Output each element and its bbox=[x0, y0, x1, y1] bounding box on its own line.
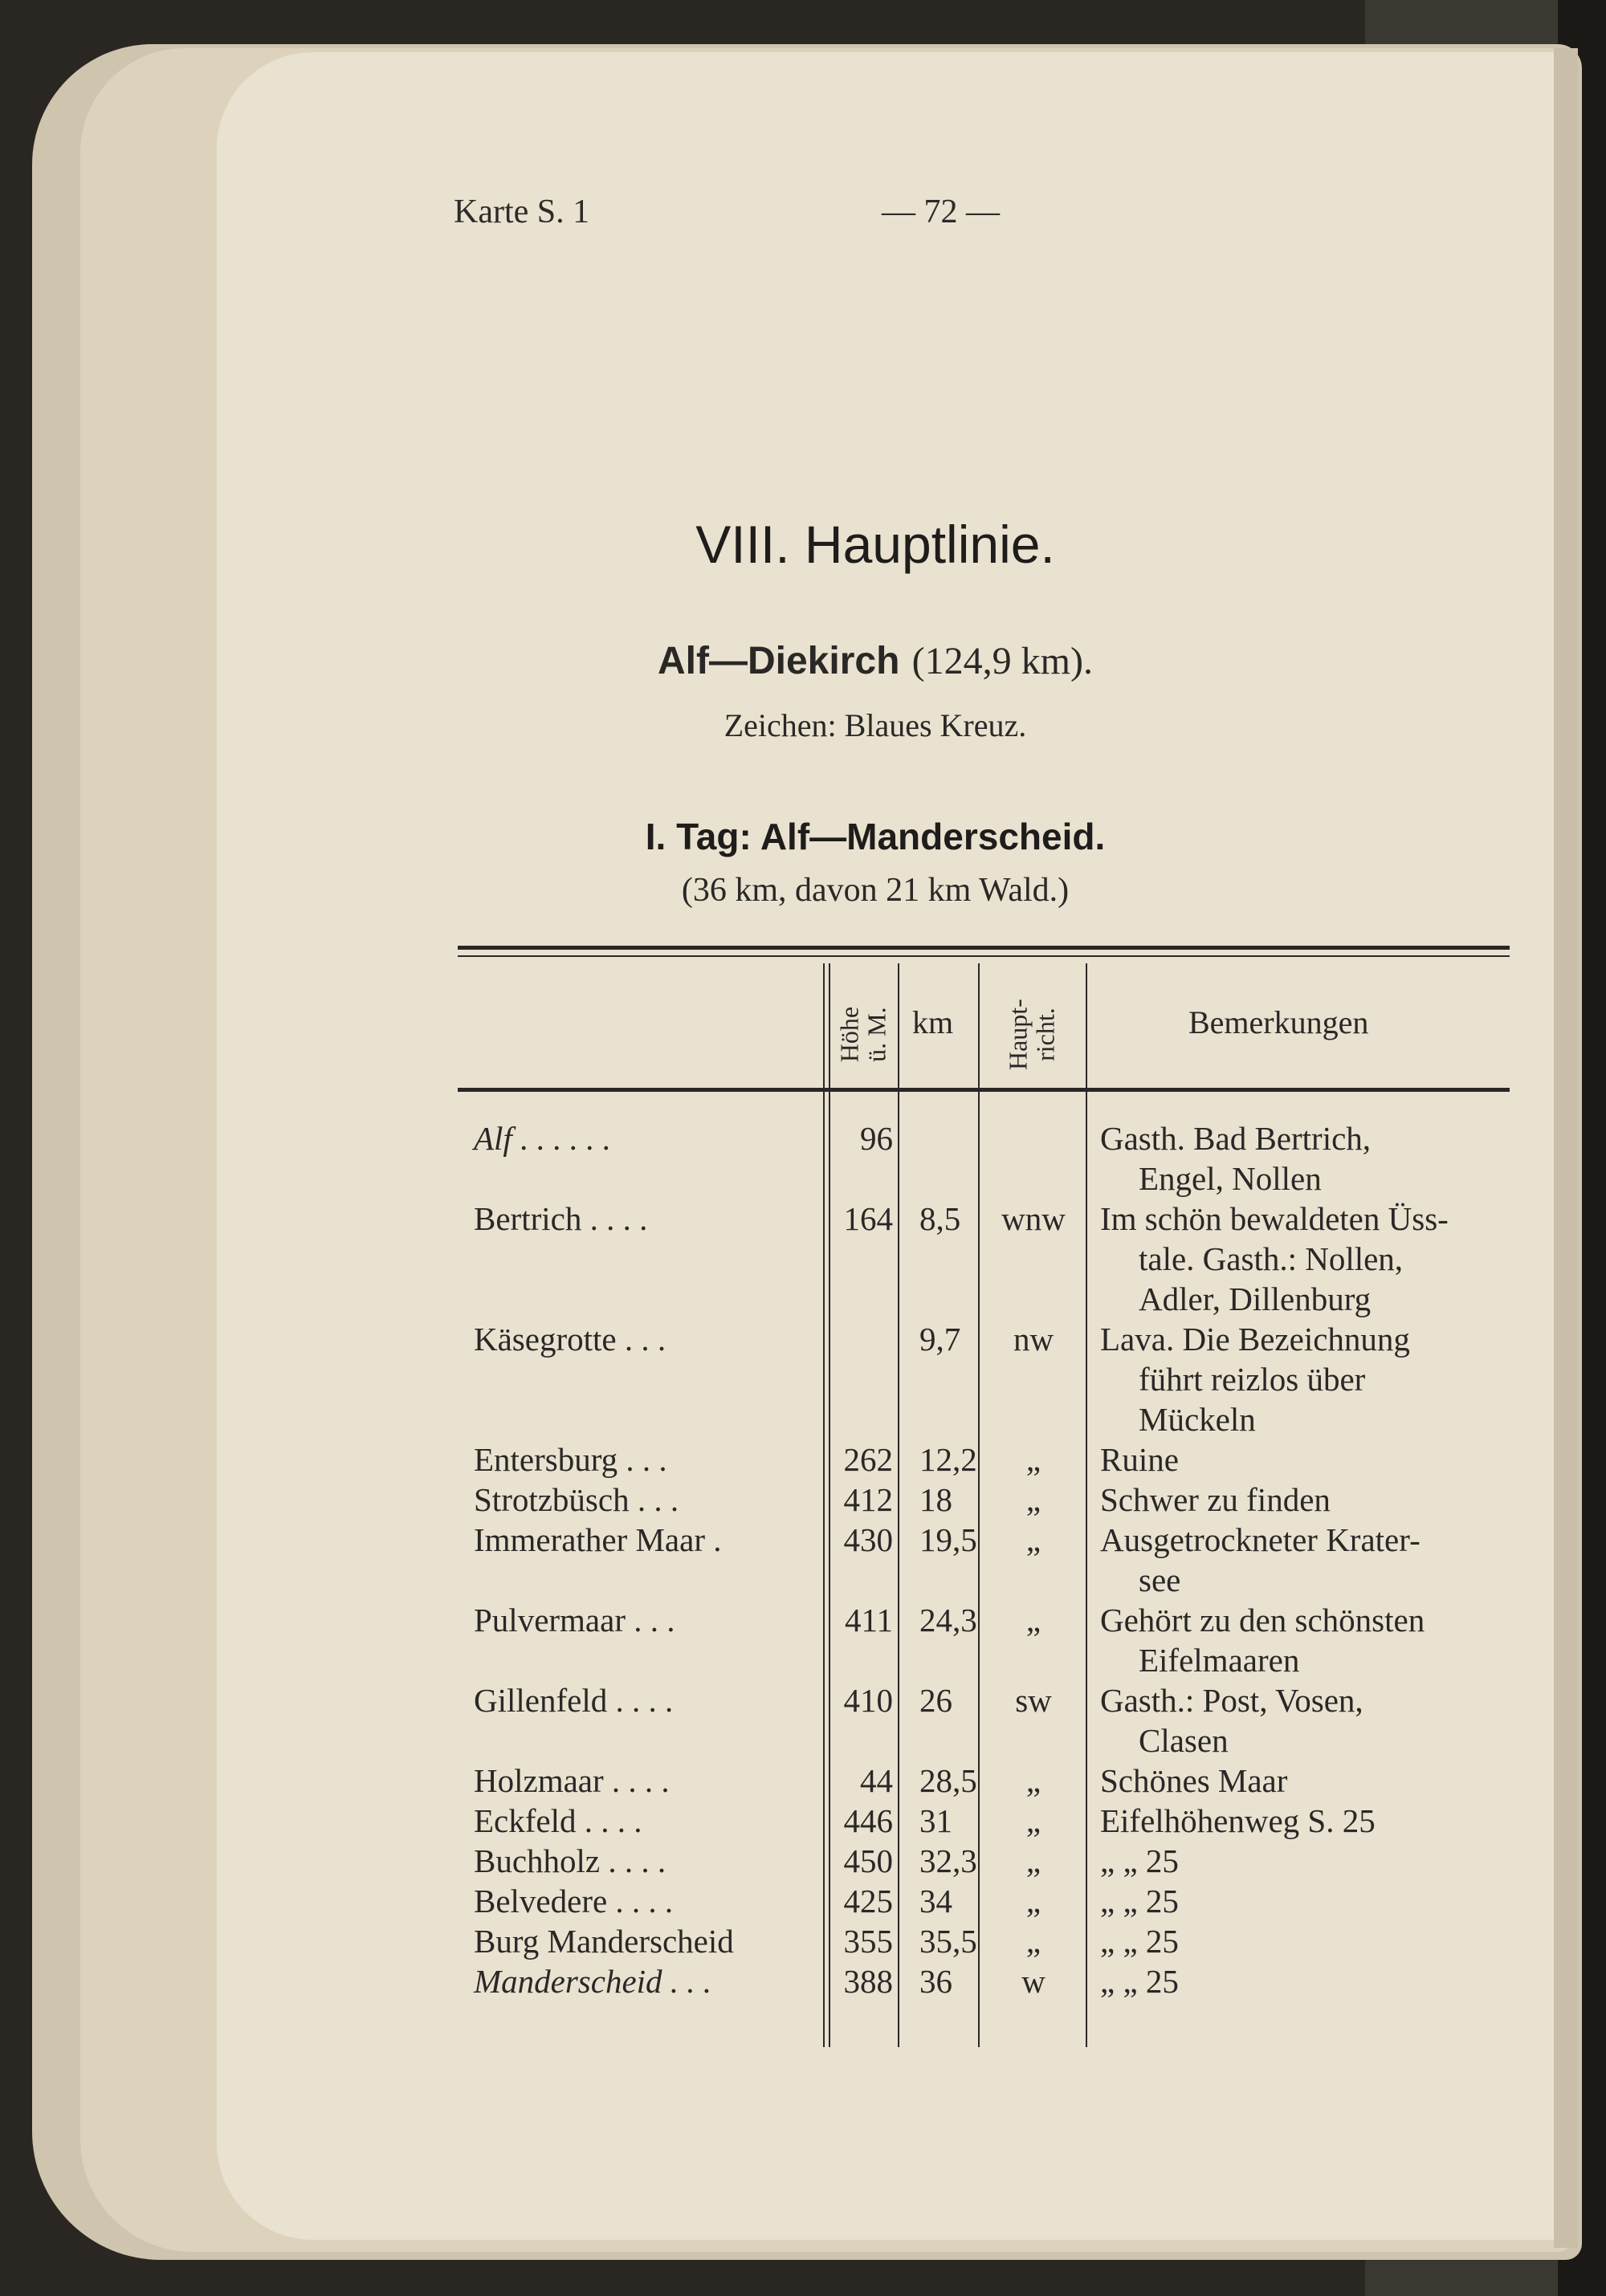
row-km: 12,2 bbox=[919, 1441, 977, 1478]
row-place-name: Belvedere . . . . bbox=[474, 1883, 674, 1919]
col-divider-dir bbox=[978, 963, 980, 2047]
row-height: 44 bbox=[860, 1762, 893, 1799]
row-height: 388 bbox=[843, 1963, 893, 2000]
trail-sign: Zeichen: Blaues Kreuz. bbox=[724, 707, 1027, 743]
col-divider-km bbox=[898, 963, 899, 2047]
row-height: 430 bbox=[843, 1521, 893, 1558]
row-km: 36 bbox=[919, 1963, 952, 2000]
row-remark-line: „ „ 25 bbox=[1100, 1963, 1179, 2000]
book-gutter bbox=[1554, 48, 1578, 2248]
table-header-rule bbox=[458, 1088, 1510, 1092]
header-direction: Haupt- richt. bbox=[1003, 999, 1059, 1071]
col-divider-height-b bbox=[829, 963, 830, 2047]
row-height: 411 bbox=[845, 1602, 893, 1639]
route-heading bbox=[0, 638, 1606, 683]
row-km: 9,7 bbox=[919, 1321, 961, 1358]
row-place-name: Pulvermaar . . . bbox=[474, 1602, 675, 1639]
row-place-name: Burg Manderscheid bbox=[474, 1923, 734, 1960]
header-height: Höhe ü. M. bbox=[834, 1006, 891, 1063]
col-divider-height-a bbox=[823, 963, 825, 2047]
row-place-name: Gillenfeld . . . . bbox=[474, 1682, 674, 1719]
row-remark-line: Gasth.: Post, Vosen, bbox=[1100, 1682, 1363, 1719]
row-height: 450 bbox=[843, 1842, 893, 1879]
row-km: 28,5 bbox=[919, 1762, 977, 1799]
row-place-name: Buchholz . . . . bbox=[474, 1842, 666, 1879]
row-height: 164 bbox=[843, 1200, 893, 1237]
row-remark-line: „ „ 25 bbox=[1100, 1842, 1179, 1879]
row-place-name: Immerather Maar . bbox=[474, 1521, 722, 1558]
row-direction: „ bbox=[1025, 1521, 1041, 1558]
row-direction: „ bbox=[1025, 1802, 1041, 1839]
row-remark-line: Mückeln bbox=[1139, 1401, 1256, 1438]
row-km: 18 bbox=[919, 1481, 952, 1518]
row-remark-line: Eifelhöhenweg S. 25 bbox=[1100, 1802, 1376, 1839]
row-height: 446 bbox=[843, 1802, 893, 1839]
row-remark-line: Gasth. Bad Bertrich, bbox=[1100, 1120, 1372, 1157]
row-place-name: Eckfeld . . . . bbox=[474, 1802, 642, 1839]
header-remarks: Bemerkungen bbox=[1188, 1004, 1369, 1040]
row-remark-line: führt reizlos über bbox=[1139, 1361, 1366, 1398]
row-remark-line: Schwer zu finden bbox=[1100, 1481, 1331, 1518]
row-direction: „ bbox=[1025, 1923, 1041, 1960]
route-length: (124,9 km). bbox=[911, 640, 1093, 682]
row-height: 412 bbox=[843, 1481, 893, 1518]
page-title: VIII. Hauptlinie. bbox=[695, 515, 1055, 574]
row-remark-line: Gehört zu den schönsten bbox=[1100, 1602, 1425, 1639]
row-remark-line: Eifelmaaren bbox=[1139, 1642, 1300, 1679]
row-km: 34 bbox=[919, 1883, 952, 1919]
row-direction: „ bbox=[1025, 1883, 1041, 1919]
row-remark-line: Engel, Nollen bbox=[1139, 1160, 1322, 1197]
row-place-name: Strotzbüsch . . . bbox=[474, 1481, 679, 1518]
row-km: 26 bbox=[919, 1682, 952, 1719]
row-direction: w bbox=[1021, 1963, 1046, 2000]
row-remark-line: Schönes Maar bbox=[1100, 1762, 1288, 1799]
row-direction: nw bbox=[1013, 1321, 1054, 1358]
row-km: 32,3 bbox=[919, 1842, 977, 1879]
table-top-rule bbox=[458, 946, 1510, 950]
route-name: Alf—Diekirch bbox=[658, 640, 900, 682]
row-remark-line: Ausgetrockneter Krater- bbox=[1100, 1521, 1421, 1558]
row-direction: „ bbox=[1025, 1842, 1041, 1879]
row-remark-line: Ruine bbox=[1100, 1441, 1179, 1478]
row-km: 24,3 bbox=[919, 1602, 977, 1639]
row-height: 96 bbox=[860, 1120, 893, 1157]
header-km: km bbox=[912, 1004, 954, 1040]
row-height: 425 bbox=[843, 1883, 893, 1919]
row-place-name: Bertrich . . . . bbox=[474, 1200, 648, 1237]
row-place-name: Käsegrotte . . . bbox=[474, 1321, 666, 1358]
row-height: 410 bbox=[843, 1682, 893, 1719]
page-number: — 72 — bbox=[882, 193, 1000, 230]
table-top-rule-thin bbox=[458, 955, 1510, 957]
row-direction: wnw bbox=[1001, 1200, 1066, 1237]
row-remark-line: Lava. Die Bezeichnung bbox=[1100, 1321, 1410, 1358]
row-remark-line: Adler, Dillenburg bbox=[1139, 1280, 1372, 1317]
row-remark-line: tale. Gasth.: Nollen, bbox=[1139, 1240, 1404, 1277]
row-direction: „ bbox=[1025, 1762, 1041, 1799]
row-direction: „ bbox=[1025, 1602, 1041, 1639]
row-remark-line: „ „ 25 bbox=[1100, 1923, 1179, 1960]
row-place-name: Holzmaar . . . . bbox=[474, 1762, 670, 1799]
row-remark-line: see bbox=[1139, 1561, 1181, 1598]
day-subtitle: (36 km, davon 21 km Wald.) bbox=[681, 872, 1070, 909]
col-divider-remarks bbox=[1086, 963, 1087, 2047]
row-place-name: Alf . . . . . . bbox=[474, 1120, 611, 1157]
row-km: 31 bbox=[919, 1802, 952, 1839]
row-place-name: Entersburg . . . bbox=[474, 1441, 667, 1478]
day-title: I. Tag: Alf—Manderscheid. bbox=[645, 816, 1106, 857]
row-km: 19,5 bbox=[919, 1521, 977, 1558]
row-direction: sw bbox=[1015, 1682, 1052, 1719]
row-km: 35,5 bbox=[919, 1923, 977, 1960]
map-reference: Karte S. 1 bbox=[454, 193, 590, 230]
row-remark-line: Im schön bewaldeten Üss- bbox=[1100, 1200, 1449, 1237]
row-height: 355 bbox=[843, 1923, 893, 1960]
row-height: 262 bbox=[843, 1441, 893, 1478]
row-direction: „ bbox=[1025, 1441, 1041, 1478]
row-km: 8,5 bbox=[919, 1200, 961, 1237]
row-remark-line: Clasen bbox=[1139, 1722, 1229, 1759]
row-remark-line: „ „ 25 bbox=[1100, 1883, 1179, 1919]
row-direction: „ bbox=[1025, 1481, 1041, 1518]
row-place-name: Manderscheid . . . bbox=[474, 1963, 712, 2000]
